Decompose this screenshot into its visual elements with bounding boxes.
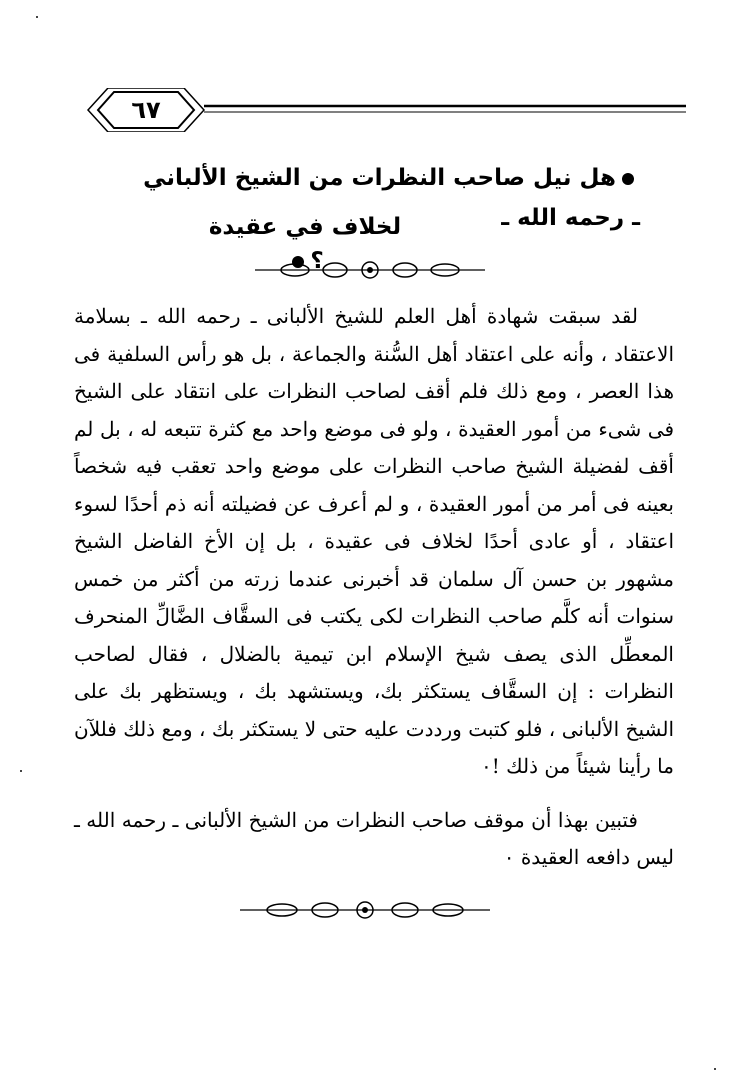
scan-speck [20,770,22,772]
bullet-icon [622,173,634,185]
floral-divider-icon [255,258,485,282]
scan-speck [714,1068,716,1070]
heading-text-line2: لخلاف في عقيدة ؟ [208,214,402,274]
heading-text-line1: هل نيل صاحب النظرات من الشيخ الألباني ـ رحمه الله ـ [143,165,640,231]
scan-speck [36,16,38,18]
paragraph: فتبين بهذا أن موقف صاحب النظرات من الشيخ الألبانى ـ رحمه الله ـ ليس دافعه العقيدة ٠ [74,807,674,869]
page-number: ٦٧ [131,96,161,124]
page-header [78,88,688,132]
floral-divider-icon [240,898,490,922]
body-text [74,298,674,877]
paragraph: لقد سبقت شهادة أهل العلم للشيخ الألبانى ـ رحمه الله ـ بسلامة الاعتقاد ، وأنه على اعتقاد أهل السُّنة والجماعة ، بل هو رأس السلفية فى هذا العصر ، ومع ذلك فلم أقف لصاحب النظرات على انتقاد على الشيخ فى شىء من أمور العقيدة ، ولو فى موضع واحد مع كثرة تتبعه له ، بل لم أقف لفضيلة الشيخ صاحب النظرات على موضع واحد تعقب فيه شخصاً بعينه فى أمر من أمور العقيدة ، و لم أعرف عن فضيلته أنه ذم أحدًا لسوء اعتقاد ، أو عادى أحدًا لخلاف فى عقيدة ، بل إن الأخ الفاضل الشيخ مشهور بن حسن آل سلمان قد أخبرنى عندما زرته من أكثر من خمس سنوات أنه كلَّم صاحب النظرات لكى يكتب فى السقَّاف الضَّالِّ المنحرف المعطِّل الذى يصف شيخ الإسلام ابن تيمية بالضلال ، فقال لصاحب النظرات : إن السقَّاف يستكثر بك، ويستشهد بك ، ويستظهر بك على الشيخ الألبانى ، فلو كتبت ورددت عليه حتى لا يستكثر بك ، ومع ذلك فللآن ما رأينا شيئاً من ذلك !٠ [74,304,674,778]
